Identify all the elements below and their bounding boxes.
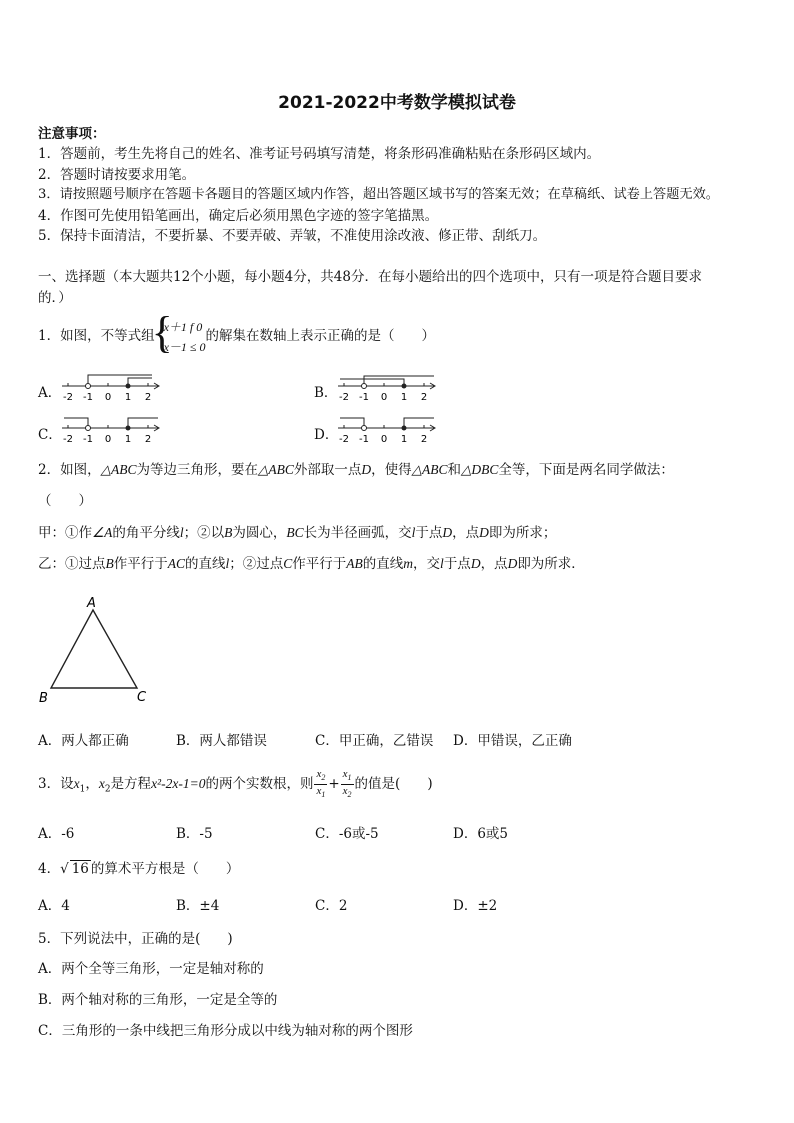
- option-a-label: A．: [38, 385, 62, 401]
- svg-text:0: 0: [380, 434, 388, 445]
- number-line-b: [336, 370, 440, 404]
- sqrt-symbol: √: [60, 861, 69, 877]
- vertex-a-label: A: [87, 596, 96, 611]
- page-title: 2021-2022中考数学模拟试卷: [278, 93, 516, 113]
- vertex-c-label: C: [137, 690, 147, 705]
- svg-text:-2: -2: [63, 434, 73, 445]
- svg-text:1: 1: [124, 392, 132, 403]
- option-c-label: C．: [38, 427, 62, 443]
- svg-text:2: 2: [144, 392, 152, 403]
- notice-item: 2．答题时请按要求用笔。: [38, 167, 196, 183]
- question-3-stem: 3．设$x_1$，$x_2$是方程x²-2x-1=0的两个实数根，则 $\frac{x_2}{x_1}$ + $\frac{x_1}{x_2}$ 的值是( ): [38, 767, 433, 800]
- q3-option-b: B．-5: [176, 826, 213, 842]
- svg-text:1: 1: [124, 434, 132, 445]
- vertex-b-label: B: [39, 691, 48, 706]
- q4-option-d: D．±2: [453, 898, 498, 914]
- notice-heading: 注意事项：: [38, 126, 106, 142]
- section-heading: 一、选择题（本大题共12个小题，每小题4分，共48分．在每小题给出的四个选项中，只有一项是符合题目要求: [38, 269, 702, 285]
- svg-text:2: 2: [420, 434, 428, 445]
- q3-option-c: C．-6或-5: [315, 826, 379, 842]
- triangle-figure: [36, 594, 156, 708]
- svg-text:1: 1: [400, 392, 408, 403]
- q3-option-d: D．6或5: [453, 826, 509, 842]
- question-2-method-yi: 乙：①过点B作平行于AC的直线l；②过点C作平行于AB的直线m，交l于点D，点D即为所求．: [38, 556, 585, 572]
- q5-option-c: C．三角形的一条中线把三角形分成以中线为轴对称的两个图形: [38, 1023, 413, 1039]
- fraction-x1-x2: $\frac{x_1}{x_2}$: [342, 767, 352, 800]
- svg-text:0: 0: [380, 392, 388, 403]
- svg-text:2: 2: [144, 434, 152, 445]
- svg-text:-1: -1: [359, 392, 369, 403]
- q5-option-a: A．两个全等三角形，一定是轴对称的: [38, 961, 264, 977]
- question-2-method-jia: 甲：①作∠A的角平分线l；②以B为圆心，BC长为半径画弧，交l于点D，点D即为所求；: [38, 525, 557, 541]
- option-b-label: B．: [314, 385, 338, 401]
- fraction-x2-x1: $\frac{x_2}{x_1}$: [316, 767, 326, 800]
- inequality-system: { x＋1 f 0 x－1 ≤ 0: [155, 317, 206, 357]
- svg-text:-2: -2: [63, 392, 73, 403]
- question-2-stem: 2．如图，△ABC为等边三角形，要在△ABC外部取一点D，使得△ABC和△DBC全等，下面是两名同学做法：: [38, 462, 674, 478]
- q3-option-a: A．-6: [38, 826, 75, 842]
- q5-option-b: B．两个轴对称的三角形，一定是全等的: [38, 992, 278, 1008]
- q2-option-c: C．甲正确，乙错误: [315, 733, 434, 749]
- notice-item: 1．答题前，考生先将自己的姓名、准考证号码填写清楚，将条形码准确粘贴在条形码区域内。: [38, 146, 601, 162]
- question-5-stem: 5．下列说法中，正确的是( ): [38, 931, 233, 947]
- q2-option-a: A．两人都正确: [38, 733, 129, 749]
- q4-option-a: A．4: [38, 898, 70, 914]
- notice-item: 5．保持卡面清洁，不要折暴、不要弄破、弄皱，不准使用涂改液、修正带、刮纸刀。: [38, 228, 547, 244]
- question-2-paren: （ ）: [38, 493, 92, 509]
- q4-option-b: B．±4: [176, 898, 220, 914]
- svg-text:-2: -2: [339, 434, 349, 445]
- section-heading-cont: 的．）: [38, 290, 72, 306]
- notice-item: 4．作图可先使用铅笔画出，确定后必须用黑色字迹的签字笔描黑。: [38, 208, 439, 224]
- svg-text:-1: -1: [83, 392, 93, 403]
- svg-text:0: 0: [104, 434, 112, 445]
- q2-option-b: B．两人都错误: [176, 733, 267, 749]
- svg-text:-2: -2: [339, 392, 349, 403]
- svg-text:1: 1: [400, 434, 408, 445]
- option-d-label: D．: [314, 427, 339, 443]
- notice-item: 3．请按照题号顺序在答题卡各题目的答题区域内作答，超出答题区域书写的答案无效；在草稿纸、试卷上答题无效。: [38, 187, 719, 202]
- number-line-a: [60, 370, 164, 404]
- q2-option-d: D．甲错误，乙正确: [453, 733, 572, 749]
- number-line-c: [60, 412, 164, 446]
- number-line-d: [336, 412, 440, 446]
- q4-option-c: C．2: [315, 898, 348, 914]
- svg-text:2: 2: [420, 392, 428, 403]
- svg-text:-1: -1: [83, 434, 93, 445]
- question-1-stem: 1．如图，不等式组 { x＋1 f 0 x－1 ≤ 0 的解集在数轴上表示正确的是（ ）: [38, 316, 435, 357]
- svg-text:-1: -1: [359, 434, 369, 445]
- svg-text:0: 0: [104, 392, 112, 403]
- question-4-stem: 4．√ 16 的算术平方根是（ ）: [38, 861, 240, 877]
